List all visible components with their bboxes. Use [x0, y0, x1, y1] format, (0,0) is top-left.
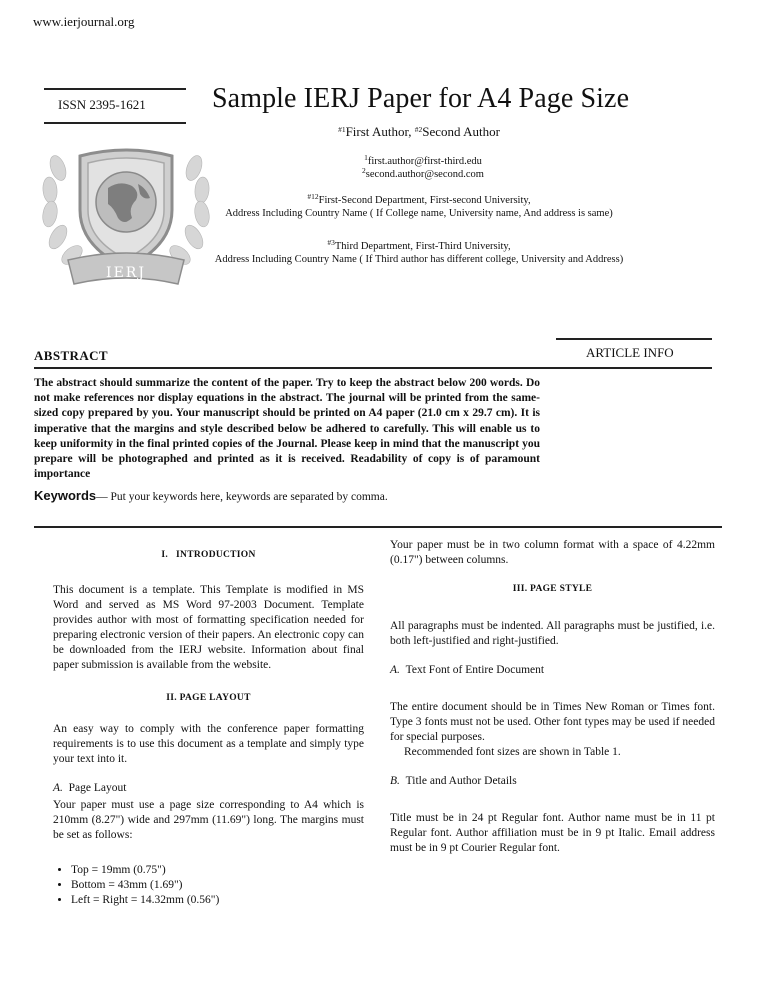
margins-list	[53, 863, 364, 908]
journal-website[interactable]: www.ierjournal.org	[33, 14, 135, 29]
email-1-sup: 1	[364, 153, 368, 162]
article-info-heading: ARTICLE INFO	[586, 345, 674, 360]
affiliation-2-line1: Third Department, First-Third University,	[334, 241, 511, 252]
section-1-heading	[53, 548, 364, 563]
layout-text: An easy way to comply with the conference paper formatting requirements is to use this document as a template and simply type your text into it.	[53, 723, 364, 765]
abstract-top-rule	[34, 367, 712, 369]
columns-text: Your paper must be in two column format with a space of 4.22mm (0.17") between columns.	[390, 539, 715, 566]
subsection-a-title: Page Layout	[68, 782, 127, 794]
subsection-page-layout-heading	[53, 781, 364, 796]
affiliation-1-sup: #12	[307, 192, 319, 201]
section-2-heading: II. PAGE LAYOUT	[166, 693, 251, 703]
subsection-b-letter: B.	[390, 775, 400, 787]
subsection-title-author-heading	[390, 774, 715, 789]
article-info-top-rule	[556, 338, 712, 340]
keywords-label: Keywords	[34, 488, 97, 503]
list-item: • Top = 19mm (0.75")	[71, 863, 364, 878]
subsection-a-title: Text Font of Entire Document	[405, 664, 545, 676]
abstract-text: The abstract should summarize the content of the paper. Try to keep the abstract below 200 words. Do not make references nor display equations in the abstract. The journal will be printed from the same-sized copy prepared by you. Your manuscript should be printed on A4 paper (21.0 cm x 29.7 cm). It is imperative that the margins and style described below be adhered to carefully. This will enable us to keep uniformity in the final printed copies of the Journal. Please keep in mind that the manuscript you prepare will be photographed and printed as it is received. Readability of copy is of paramount importance	[34, 377, 540, 481]
affiliation-1-line1: First-Second Department, First-second University,	[318, 195, 531, 206]
page-style-text: All paragraphs must be indented. All paragraphs must be justified, i.e. both left-justified and right-justified.	[390, 620, 715, 647]
left-column	[53, 548, 364, 908]
subsection-a-letter: A.	[390, 664, 400, 676]
affiliation-2-line2: Address Including Country Name ( If Third author has different college, University and Address)	[214, 254, 624, 265]
intro-text: This document is a template. This Template is modified in MS Word and served as MS Word 97-2003 Document. Template provides author with most of formatting specification needed for preparing electronic version of their papers. An electronic copy can be downloaded from the IERJ website. Information about final paper submission is available from the website.	[53, 584, 364, 671]
author-2-name: Second Author	[422, 124, 500, 139]
ierj-shield-logo-icon	[28, 128, 224, 298]
keywords-text: — Put your keywords here, keywords are separated by comma.	[96, 491, 388, 503]
affiliation-1-line2: Address Including Country Name ( If College name, University name, And address is same)	[225, 208, 613, 219]
author-1-name: First Author,	[345, 124, 415, 139]
right-column	[390, 538, 715, 856]
logo-text: IERJ	[106, 265, 146, 281]
subsection-b-title: Title and Author Details	[405, 775, 517, 787]
author-2-sup: #2	[414, 125, 423, 134]
section-1-title: INTRODUCTION	[176, 550, 256, 560]
issn-number: ISSN 2395-1621	[58, 97, 146, 112]
section-3-heading: III. PAGE STYLE	[512, 584, 593, 594]
section-1-number: I.	[161, 550, 169, 560]
issn-top-rule	[44, 88, 186, 90]
author-1-sup: #1	[338, 125, 346, 134]
list-item: • Bottom = 43mm (1.69")	[71, 878, 364, 893]
email-2-text: second.author@second.com	[365, 169, 484, 180]
keywords	[34, 488, 388, 503]
paper-title: Sample IERJ Paper for A4 Page Size	[212, 83, 630, 114]
email-1-text: first.author@first-third.edu	[367, 156, 482, 167]
text-font-text: The entire document should be in Times New Roman or Times font. Type 3 fonts must not be used. Other font types may be used if needed for special purposes.	[390, 701, 715, 743]
subsection-text-font-heading	[390, 663, 715, 678]
page-layout-text: Your paper must use a page size corresponding to A4 which is 210mm (8.27") wide and 297mm (11.69") long. The margins must be set as follows:	[53, 799, 364, 841]
title-author-text: Title must be in 24 pt Regular font. Author name must be in 11 pt Regular font. Author affiliation must be in 9 pt Italic. Email address must be in 9 pt Courier Regular font.	[390, 812, 715, 854]
email-2-sup: 2	[362, 166, 366, 175]
subsection-a-letter: A.	[53, 782, 63, 794]
list-item: • Left = Right = 14.32mm (0.56")	[71, 893, 364, 908]
affiliation-2-sup: #3	[327, 238, 335, 247]
abstract-bottom-rule	[34, 526, 722, 528]
abstract-heading: ABSTRACT	[34, 348, 108, 363]
font-size-text: Recommended font sizes are shown in Table 1.	[404, 746, 621, 758]
